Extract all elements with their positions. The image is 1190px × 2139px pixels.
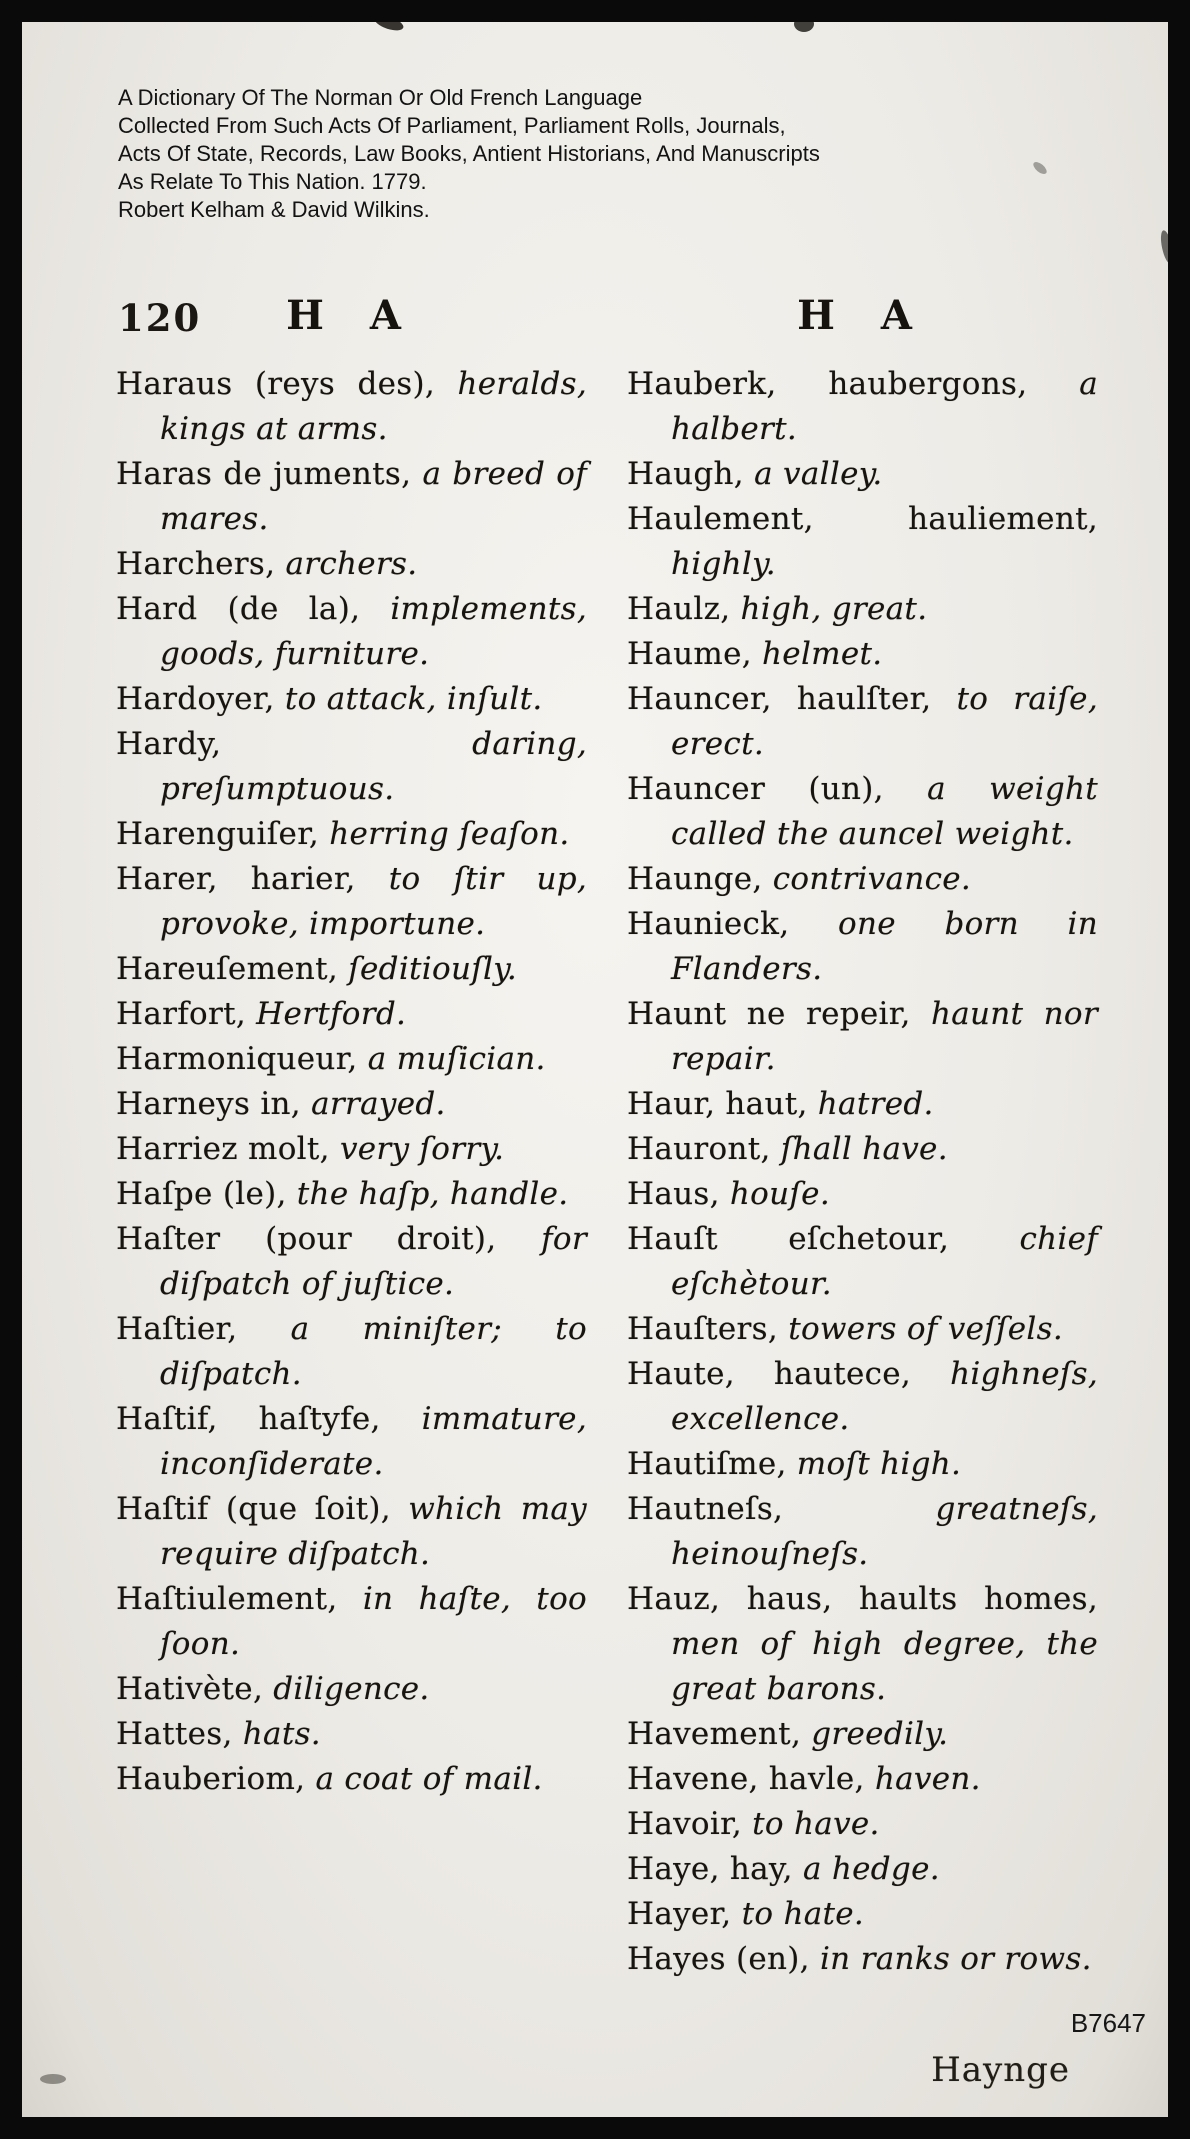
entry-definition: chief eſchètour.: [671, 1221, 1098, 1302]
dictionary-entry: [627, 1577, 1098, 1712]
dictionary-entry: [627, 1892, 1098, 1937]
entry-term: Hardy,: [116, 726, 222, 762]
entry-definition: for diſpatch of juſtice.: [160, 1221, 587, 1302]
entry-term: Hayer,: [627, 1896, 732, 1932]
annotation-line: Collected From Such Acts Of Parliament, Parliament Rolls, Journals,: [118, 113, 786, 138]
dictionary-entry: [627, 1352, 1098, 1442]
dictionary-entry: [116, 677, 587, 722]
entry-term: Haulement, hauliement,: [627, 501, 1098, 537]
dictionary-entry: [116, 1217, 587, 1307]
scan-smudge: [40, 2074, 66, 2084]
dictionary-entry: [116, 1577, 587, 1667]
dictionary-entry: [116, 1397, 587, 1487]
entry-list-left: [116, 362, 587, 1802]
dictionary-entry: [116, 542, 587, 587]
dictionary-entry: [627, 767, 1098, 857]
entry-definition: a breed of mares.: [160, 456, 587, 537]
dictionary-entry: [627, 902, 1098, 992]
entry-definition: a valley.: [754, 456, 883, 492]
entry-term: Hardoyer,: [116, 681, 275, 717]
entry-term: Haume,: [627, 636, 752, 672]
dictionary-entry: [116, 1712, 587, 1757]
dictionary-entry: [627, 1217, 1098, 1307]
entry-definition: highneſs, excellence.: [671, 1356, 1098, 1437]
dictionary-entry: [627, 1802, 1098, 1847]
entry-definition: to raiſe, erect.: [671, 681, 1098, 762]
dictionary-entry: [116, 992, 587, 1037]
dictionary-entry: [627, 1937, 1098, 1982]
entry-term: Hauſters,: [627, 1311, 779, 1347]
dictionary-entry: [627, 1442, 1098, 1487]
entry-definition: herring ſeaſon.: [329, 816, 570, 852]
entry-term: Hauberiom,: [116, 1761, 306, 1797]
left-column-heading: H A: [286, 292, 417, 339]
entry-term: Haſtier,: [116, 1311, 238, 1347]
entry-definition: to ſtir up, provoke, importune.: [160, 861, 588, 942]
entry-term: Haute, hautece,: [627, 1356, 912, 1392]
dictionary-entry: [116, 947, 587, 992]
right-column-header: [627, 290, 1098, 362]
entry-term: Hauncer, haulſter,: [627, 681, 932, 717]
entry-definition: men of high degree, the great barons.: [671, 1626, 1098, 1707]
entry-definition: the haſp, handle.: [296, 1176, 569, 1212]
entry-definition: ſeditiouſly.: [348, 951, 518, 987]
entry-definition: haunt nor repair.: [671, 996, 1099, 1077]
dictionary-entry: [627, 1712, 1098, 1757]
entry-term: Harenguiſer,: [116, 816, 320, 852]
scan-smudge: [1159, 229, 1168, 264]
entry-definition: high, great.: [740, 591, 928, 627]
dictionary-entry: [627, 632, 1098, 677]
entry-definition: immature, inconſiderate.: [160, 1401, 587, 1482]
dictionary-entry: [116, 722, 587, 812]
entry-term: Haugh,: [627, 456, 744, 492]
entry-definition: one born in Flanders.: [671, 906, 1098, 987]
entry-definition: archers.: [285, 546, 418, 582]
dictionary-entry: [116, 1037, 587, 1082]
entry-definition: in ranks or rows.: [819, 1941, 1092, 1977]
entry-definition: in haſte, too ſoon.: [160, 1581, 587, 1662]
columns: [116, 290, 1098, 1982]
entry-term: Hauſt eſchetour,: [627, 1221, 950, 1257]
entry-term: Hard (de la),: [116, 591, 361, 627]
entry-term: Haſtiulement,: [116, 1581, 338, 1617]
dictionary-entry: [627, 1307, 1098, 1352]
annotation-header: [118, 84, 1088, 224]
entry-term: Hauberk, haubergons,: [627, 366, 1028, 402]
dictionary-entry: [627, 1757, 1098, 1802]
dictionary-entry: [627, 992, 1098, 1082]
dictionary-entry: [116, 1487, 587, 1577]
right-column-heading: H A: [797, 292, 928, 339]
entry-term: Haraus (reys des),: [116, 366, 436, 402]
entry-definition: houſe.: [729, 1176, 830, 1212]
dictionary-entry: [116, 587, 587, 677]
annotation-line: Acts Of State, Records, Law Books, Antient Historians, And Manuscripts: [118, 141, 820, 166]
entry-definition: a miniſter; to diſpatch.: [160, 1311, 587, 1392]
entry-definition: a muſician.: [367, 1041, 546, 1077]
entry-definition: highly.: [671, 546, 776, 582]
dictionary-body: [116, 290, 1098, 1982]
dictionary-entry: [627, 1082, 1098, 1127]
entry-definition: a coat of mail.: [315, 1761, 543, 1797]
entry-definition: to have.: [752, 1806, 880, 1842]
entry-term: Hayes (en),: [627, 1941, 810, 1977]
entry-definition: implements, goods, furniture.: [160, 591, 587, 672]
dictionary-entry: [116, 812, 587, 857]
dictionary-entry: [116, 1307, 587, 1397]
dictionary-entry: [627, 452, 1098, 497]
entry-definition: hats.: [242, 1716, 321, 1752]
dictionary-entry: [627, 497, 1098, 587]
dictionary-entry: [627, 857, 1098, 902]
entry-definition: haven.: [874, 1761, 981, 1797]
dictionary-entry: [116, 362, 587, 452]
entry-term: Haunge,: [627, 861, 763, 897]
entry-term: Hativète,: [116, 1671, 264, 1707]
dictionary-entry: [116, 1172, 587, 1217]
entry-term: Harchers,: [116, 546, 276, 582]
page-number: 120: [118, 296, 202, 340]
dictionary-entry: [116, 1082, 587, 1127]
entry-definition: daring, preſumptuous.: [160, 726, 587, 807]
right-column: [627, 290, 1098, 1982]
entry-term: Haye, hay,: [627, 1851, 793, 1887]
dictionary-entry: [116, 1667, 587, 1712]
entry-definition: a weight called the auncel weight.: [671, 771, 1098, 852]
entry-definition: helmet.: [762, 636, 883, 672]
entry-term: Haulz,: [627, 591, 731, 627]
entry-term: Hauncer (un),: [627, 771, 884, 807]
entry-term: Hauront,: [627, 1131, 771, 1167]
entry-definition: a halbert.: [671, 366, 1098, 447]
entry-term: Harfort,: [116, 996, 247, 1032]
entry-term: Harriez molt,: [116, 1131, 330, 1167]
entry-term: Haus,: [627, 1176, 720, 1212]
catchword: Haynge: [931, 2050, 1070, 2090]
entry-definition: contrivance.: [772, 861, 972, 897]
entry-term: Havoir,: [627, 1806, 742, 1842]
dictionary-entry: [116, 1757, 587, 1802]
entry-definition: diligence.: [273, 1671, 430, 1707]
entry-list-right: [627, 362, 1098, 1982]
dictionary-entry: [116, 857, 587, 947]
annotation-line: As Relate To This Nation. 1779.: [118, 169, 427, 194]
entry-definition: moſt high.: [796, 1446, 962, 1482]
dictionary-entry: [116, 1127, 587, 1172]
scan-smudge: [794, 22, 814, 32]
entry-definition: to hate.: [741, 1896, 865, 1932]
catalog-number: B7647: [1070, 2008, 1146, 2038]
entry-term: Haſpe (le),: [116, 1176, 287, 1212]
dictionary-entry: [627, 587, 1098, 632]
dictionary-entry: [627, 1127, 1098, 1172]
dictionary-entry: [627, 1847, 1098, 1892]
entry-definition: hatred.: [817, 1086, 934, 1122]
dictionary-entry: [627, 1487, 1098, 1577]
entry-definition: arrayed.: [311, 1086, 446, 1122]
dictionary-entry: [627, 362, 1098, 452]
entry-definition: towers of veſſels.: [788, 1311, 1064, 1347]
entry-term: Harneys in,: [116, 1086, 301, 1122]
dictionary-entry: [627, 1172, 1098, 1217]
entry-term: Harmoniqueur,: [116, 1041, 358, 1077]
entry-definition: which may require diſpatch.: [160, 1491, 587, 1572]
entry-definition: heralds, kings at arms.: [160, 366, 588, 447]
annotation-authors: Robert Kelham & David Wilkins.: [118, 197, 430, 222]
dictionary-entry: [627, 677, 1098, 767]
entry-definition: very ſorry.: [339, 1131, 505, 1167]
entry-definition: greatneſs, heinouſneſs.: [671, 1491, 1098, 1572]
entry-term: Hareuſement,: [116, 951, 339, 987]
entry-definition: to attack, inſult.: [284, 681, 543, 717]
entry-term: Havement,: [627, 1716, 802, 1752]
entry-definition: Hertford.: [256, 996, 407, 1032]
left-column: [116, 290, 587, 1982]
entry-term: Haunieck,: [627, 906, 790, 942]
entry-term: Hautneſs,: [627, 1491, 784, 1527]
entry-term: Havene, havle,: [627, 1761, 865, 1797]
left-column-header: [116, 290, 587, 362]
entry-definition: greedily.: [811, 1716, 949, 1752]
book-page: [22, 22, 1168, 2117]
entry-term: Hattes,: [116, 1716, 233, 1752]
entry-term: Hautiſme,: [627, 1446, 787, 1482]
entry-term: Haſtif (que ſoit),: [116, 1491, 391, 1527]
entry-term: Haunt ne repeir,: [627, 996, 911, 1032]
entry-definition: a hedge.: [802, 1851, 940, 1887]
entry-term: Haſter (pour droit),: [116, 1221, 497, 1257]
entry-term: Harer, harier,: [116, 861, 356, 897]
entry-definition: ſhall have.: [780, 1131, 948, 1167]
dictionary-entry: [116, 452, 587, 542]
entry-term: Haur, haut,: [627, 1086, 808, 1122]
scan-smudge: [373, 22, 405, 33]
entry-term: Haſtif, haſtyfe,: [116, 1401, 381, 1437]
entry-term: Haras de juments,: [116, 456, 412, 492]
annotation-title: A Dictionary Of The Norman Or Old French Language: [118, 85, 643, 110]
entry-term: Hauz, haus, haults homes,: [627, 1581, 1098, 1617]
